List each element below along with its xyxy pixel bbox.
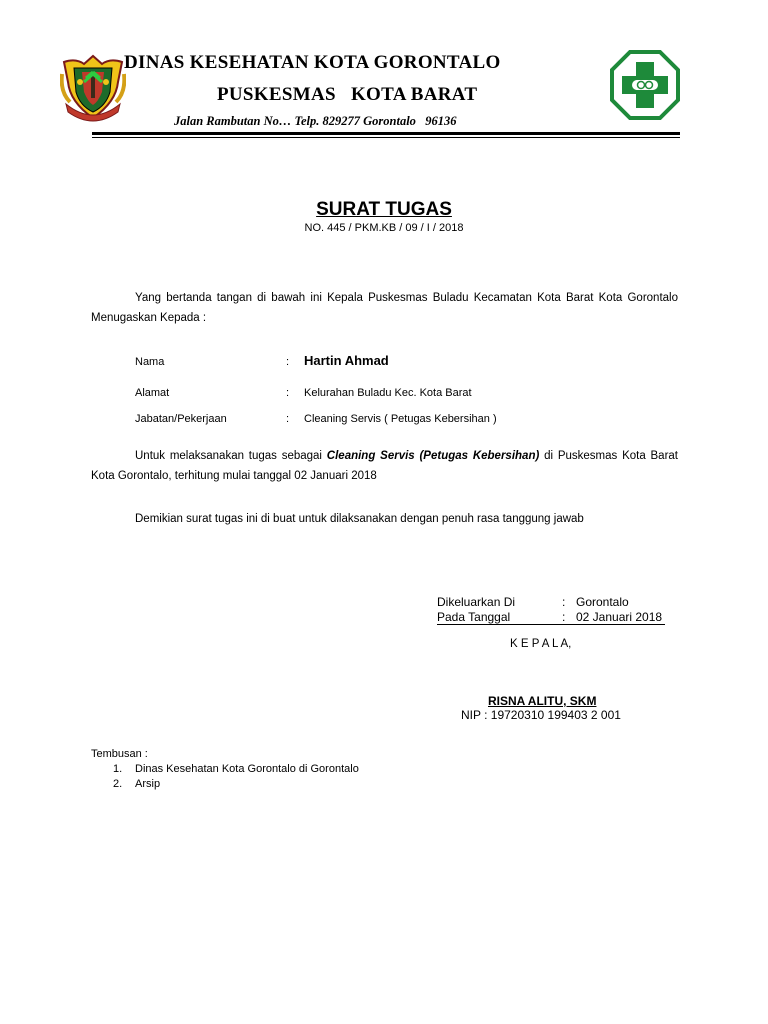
header-divider-thick	[92, 132, 680, 135]
issued-colon: :	[562, 595, 566, 609]
intro-paragraph: Yang bertanda tangan di bawah ini Kepala Puskesmas Buladu Kecamatan Kota Barat Kota Gorontalo Menugaskan Kepada :	[91, 292, 678, 324]
puskesmas-green-cross-icon	[610, 50, 680, 120]
signatory-name: RISNA ALITU, SKM	[488, 694, 597, 708]
field-colon-address: :	[286, 387, 290, 399]
cc-heading: Tembusan :	[91, 748, 148, 760]
header-address: Jalan Rambutan No… Telp. 829277 Gorontalo 96136	[174, 114, 457, 128]
date-label: Pada Tanggal	[437, 610, 511, 624]
field-value-name: Hartin Ahmad	[304, 353, 389, 368]
cc-item-number: 1.	[113, 763, 123, 775]
issued-date: 02 Januari 2018	[576, 610, 663, 624]
field-label-name: Nama	[135, 356, 165, 368]
field-colon-position: :	[286, 413, 290, 425]
cc-item-text: Dinas Kesehatan Kota Gorontalo di Gorontalo	[135, 763, 359, 775]
field-label-address: Alamat	[135, 387, 170, 399]
date-underline	[437, 624, 665, 625]
field-label-position: Jabatan/Pekerjaan	[135, 413, 227, 425]
purpose-paragraph	[91, 446, 678, 486]
agency-name: DINAS KESEHATAN KOTA GORONTALO	[124, 52, 501, 73]
signatory-nip: NIP : 19720310 199403 2 001	[461, 708, 621, 722]
document-number: NO. 445 / PKM.KB / 09 / I / 2018	[304, 222, 464, 234]
issued-label: Dikeluarkan Di	[437, 595, 516, 609]
field-value-position: Cleaning Servis ( Petugas Kebersihan )	[304, 413, 497, 425]
signatory-position: K E P A L A,	[510, 638, 572, 650]
date-colon: :	[562, 610, 566, 624]
closing-paragraph: Demikian surat tugas ini di buat untuk dilaksanakan dengan penuh rasa tanggung jawab	[135, 513, 584, 525]
purpose-text-end: di Puskesmas Kota Barat Kota Gorontalo, terhitung mulai tanggal 02 Januari 2018	[91, 450, 679, 482]
purpose-role: Cleaning Servis (Petugas Kebersihan)	[326, 450, 540, 462]
field-colon-name: :	[286, 356, 290, 368]
cc-item-number: 2.	[113, 778, 123, 790]
header-divider-thin	[92, 137, 680, 138]
document-title: SURAT TUGAS	[316, 199, 452, 220]
unit-name: PUSKESMAS KOTA BARAT	[217, 84, 478, 105]
cc-item-text: Arsip	[135, 778, 161, 790]
purpose-text-start: Untuk melaksanakan tugas sebagai	[135, 450, 327, 462]
issued-place: Gorontalo	[576, 595, 629, 609]
field-value-address: Kelurahan Buladu Kec. Kota Barat	[304, 387, 472, 399]
gorontalo-city-crest-icon	[60, 52, 126, 124]
